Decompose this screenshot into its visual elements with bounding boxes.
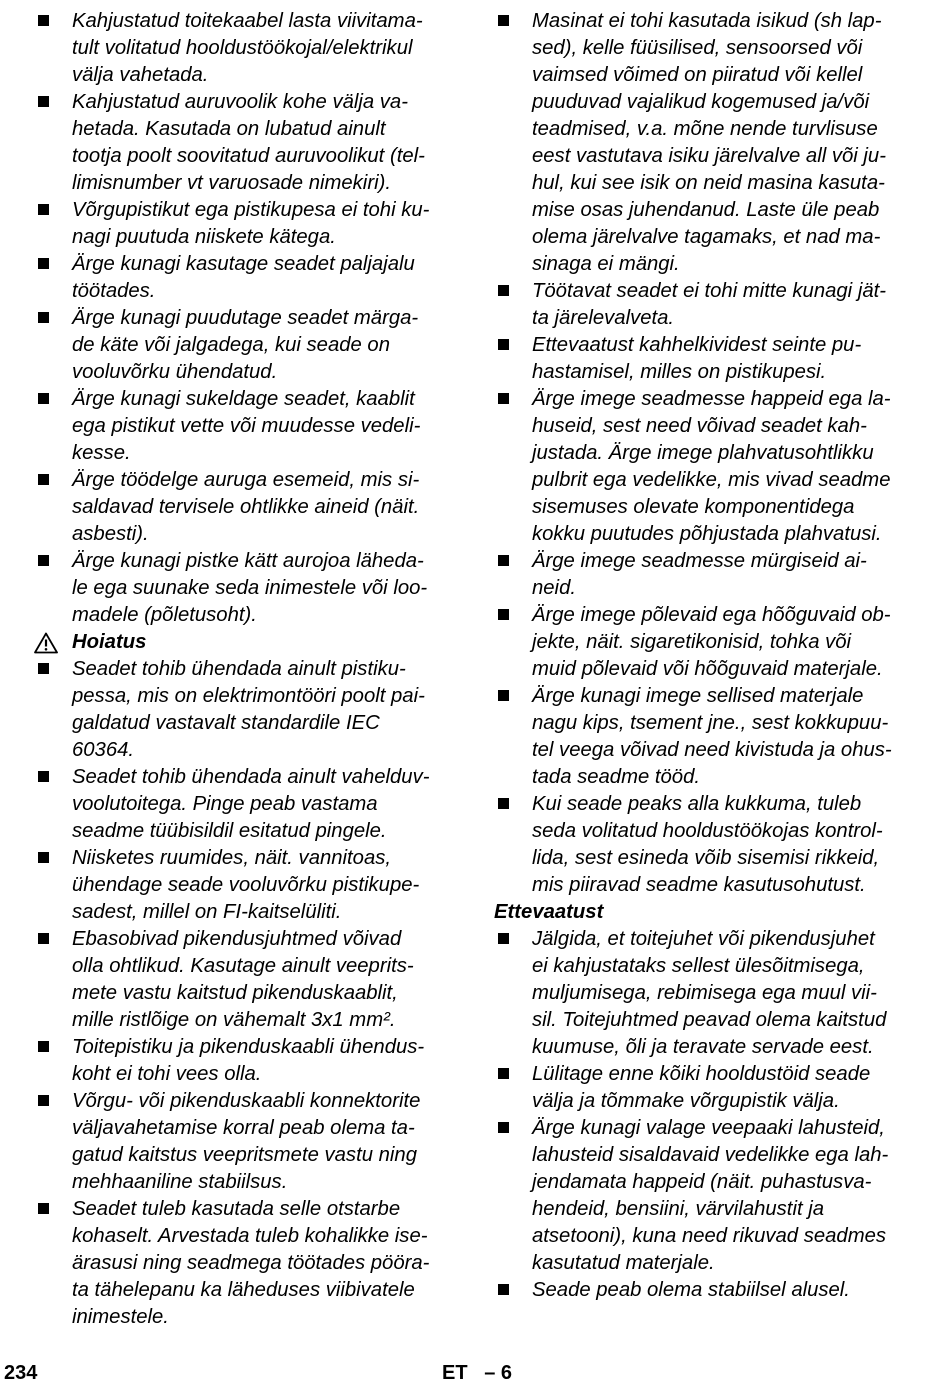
bullet-text: Ärge kunagi sukeldage seadet, kaablit ega pistikut vette või muudesse vedeli- kesse.: [72, 388, 421, 464]
square-bullet-icon: [498, 393, 509, 404]
bullet-item: [34, 926, 464, 1034]
bullet-text: Ärge kunagi valage veepaaki lahusteid, lahusteid sisaldavaid vedelikke ega lah- jendamata happeid (näit. puhastusva- hendeid, bensiini, värvilahustit ja atsetooni), kuna need rikuvad seadmes kasutatud materjale.: [532, 1117, 889, 1274]
square-bullet-icon: [498, 690, 509, 701]
bullet-item: [34, 386, 464, 467]
bullet-item: [34, 548, 464, 629]
bullet-item: [34, 656, 464, 764]
section-heading-text: Ettevaatust: [494, 901, 604, 923]
bullet-text: Ärge kunagi pistke kätt aurojoa läheda- le ega suunake seda inimestele või loo- madele (põletusoht).: [72, 550, 428, 626]
square-bullet-icon: [38, 96, 49, 107]
bullet-text: Toitepistiku ja pikenduskaabli ühendus- koht ei tohi vees olla.: [72, 1036, 425, 1085]
warning-triangle-icon: [34, 632, 58, 654]
square-bullet-icon: [38, 933, 49, 944]
square-bullet-icon: [38, 852, 49, 863]
square-bullet-icon: [498, 1122, 509, 1133]
square-bullet-icon: [498, 798, 509, 809]
square-bullet-icon: [38, 393, 49, 404]
square-bullet-icon: [498, 15, 509, 26]
square-bullet-icon: [38, 312, 49, 323]
bullet-item: [494, 386, 924, 548]
bullet-text: Masinat ei tohi kasutada isikud (sh lap- sed), kelle füüsilised, sensoorsed või vaimsed võimed on piiratud või kellel puuduvad vajalikud kogemused ja/või teadmised, v.a. mõne nende turvlisuse eest vastutava isiku järelvalve all või ju- hul, kui see isik on neid masina kasuta- mise osas juhendanud. Laste üle peab olema järelvalve tagamaks, et nad ma- sinaga ei mängi.: [532, 10, 886, 275]
bullet-text: Kui seade peaks alla kukkuma, tuleb seda volitatud hooldustöökojas kontrol- lida, sest esineda võib sisemisi rikkeid, mis piiravad seadme kasutusohutust.: [532, 793, 883, 896]
bullet-text: Ebasobivad pikendusjuhtmed võivad olla ohtlikud. Kasutage ainult veeprits- mete vastu kaitstud pikenduskaablit, mille ristlõige on vähemalt 3x1 mm².: [72, 928, 414, 1031]
bullet-item: [34, 305, 464, 386]
bullet-text: Jälgida, et toitejuhet või pikendusjuhet ei kahjustataks sellest ülesõitmisega, muljumisega, rebimisega ega muul vii- sil. Toitejuhtmed peavad olema kaitstud kuumuse, õli ja teravate servade eest.: [532, 928, 887, 1058]
square-bullet-icon: [38, 1203, 49, 1214]
bullet-item: [494, 8, 924, 278]
section-heading: [494, 899, 924, 926]
bullet-text: Ärge töödelge auruga esemeid, mis si- saldavad tervisele ohtlikke aineid (näit. asbesti).: [72, 469, 420, 545]
warning-heading: [34, 629, 464, 656]
square-bullet-icon: [498, 933, 509, 944]
bullet-text: Võrgupistikut ega pistikupesa ei tohi ku- nagi puutuda niiskete kätega.: [72, 199, 430, 248]
square-bullet-icon: [498, 1068, 509, 1079]
bullet-text: Ettevaatust kahhelkividest seinte pu- hastamisel, milles on pistikupesi.: [532, 334, 862, 383]
square-bullet-icon: [498, 285, 509, 296]
bullet-item: [494, 1115, 924, 1277]
bullet-text: Niisketes ruumides, näit. vannitoas, ühendage seade vooluvõrku pistikupe- sadest, millel on FI-kaitselüliti.: [72, 847, 420, 923]
bullet-item: [34, 1088, 464, 1196]
square-bullet-icon: [38, 1041, 49, 1052]
bullet-text: Lülitage enne kõiki hooldustöid seade välja ja tõmmake võrgupistik välja.: [532, 1063, 871, 1112]
bullet-text: Töötavat seadet ei tohi mitte kunagi jät- ta järelevalveta.: [532, 280, 886, 329]
warning-heading-text: Hoiatus: [72, 631, 147, 653]
bullet-text: Ärge imege põlevaid ega hõõguvaid ob- jekte, näit. sigaretikonisid, tohka või muid põlevaid või hõõguvaid materjale.: [532, 604, 891, 680]
page-number: 234: [4, 1362, 38, 1384]
square-bullet-icon: [498, 339, 509, 350]
bullet-text: Seadet tohib ühendada ainult pistiku- pessa, mis on elektrimontööri poolt pai- galdatud vastavalt standardile IEC 60364.: [72, 658, 425, 761]
section-reference: ET – 6: [442, 1362, 513, 1384]
bullet-text: Ärge kunagi kasutage seadet paljajalu töötades.: [72, 253, 415, 302]
bullet-item: [494, 332, 924, 386]
bullet-item: [34, 1196, 464, 1331]
square-bullet-icon: [38, 1095, 49, 1106]
bullet-item: [494, 602, 924, 683]
left-column: [34, 8, 464, 1331]
square-bullet-icon: [38, 15, 49, 26]
bullet-text: Kahjustatud auruvoolik kohe välja va- hetada. Kasutada on lubatud ainult tootja poolt soovitatud auruvoolikut (tel- limisnumber vt varuosade nimekiri).: [72, 91, 425, 194]
bullet-item: [494, 683, 924, 791]
square-bullet-icon: [38, 258, 49, 269]
bullet-item: [34, 89, 464, 197]
bullet-item: [34, 197, 464, 251]
bullet-text: Ärge kunagi puudutage seadet märga- de käte või jalgadega, kui seade on vooluvõrku ühendatud.: [72, 307, 419, 383]
bullet-item: [494, 278, 924, 332]
square-bullet-icon: [38, 771, 49, 782]
bullet-item: [494, 1061, 924, 1115]
square-bullet-icon: [38, 474, 49, 485]
right-column: [494, 8, 924, 1304]
bullet-text: Ärge kunagi imege sellised materjale nagu kips, tsement jne., sest kokkupuu- tel veega võivad need kivistuda ja ohus- tada seadme tööd.: [532, 685, 892, 788]
bullet-text: Seadet tuleb kasutada selle otstarbe kohaselt. Arvestada tuleb kohalikke ise- ärasusi ning seadmega töötades pööra- ta tähelepanu ka läheduses viibivatele inimestele.: [72, 1198, 430, 1328]
bullet-item: [34, 467, 464, 548]
bullet-item: [494, 791, 924, 899]
bullet-item: [34, 764, 464, 845]
bullet-text: Võrgu- või pikenduskaabli konnektorite väljavahetamise korral peab olema ta- gatud kaitstus veepritsmete vastu ning mehhaaniline stabiilsus.: [72, 1090, 421, 1193]
bullet-item: [494, 1277, 924, 1304]
bullet-text: Ärge imege seadmesse happeid ega la- huseid, sest need võivad seadet kah- justada. Ärge imege plahvatusohtlikku pulbrit ega vedelikke, mis vivad seadme sisemuses olevate komponentidega kokku puutudes põhjustada plahvatusi.: [532, 388, 891, 545]
bullet-item: [494, 548, 924, 602]
bullet-item: [34, 251, 464, 305]
square-bullet-icon: [38, 204, 49, 215]
square-bullet-icon: [498, 555, 509, 566]
bullet-text: Kahjustatud toitekaabel lasta viivitama- tult volitatud hooldustöökojal/elektrikul välja vahetada.: [72, 10, 423, 86]
square-bullet-icon: [498, 1284, 509, 1295]
bullet-text: Seadet tohib ühendada ainult vahelduv- voolutoitega. Pinge peab vastama seadme tüübisildil esitatud pingele.: [72, 766, 430, 842]
bullet-item: [494, 926, 924, 1061]
bullet-text: Seade peab olema stabiilsel alusel.: [532, 1279, 850, 1301]
square-bullet-icon: [38, 555, 49, 566]
square-bullet-icon: [498, 609, 509, 620]
square-bullet-icon: [38, 663, 49, 674]
bullet-item: [34, 845, 464, 926]
bullet-item: [34, 8, 464, 89]
bullet-text: Ärge imege seadmesse mürgiseid ai- neid.: [532, 550, 867, 599]
bullet-item: [34, 1034, 464, 1088]
